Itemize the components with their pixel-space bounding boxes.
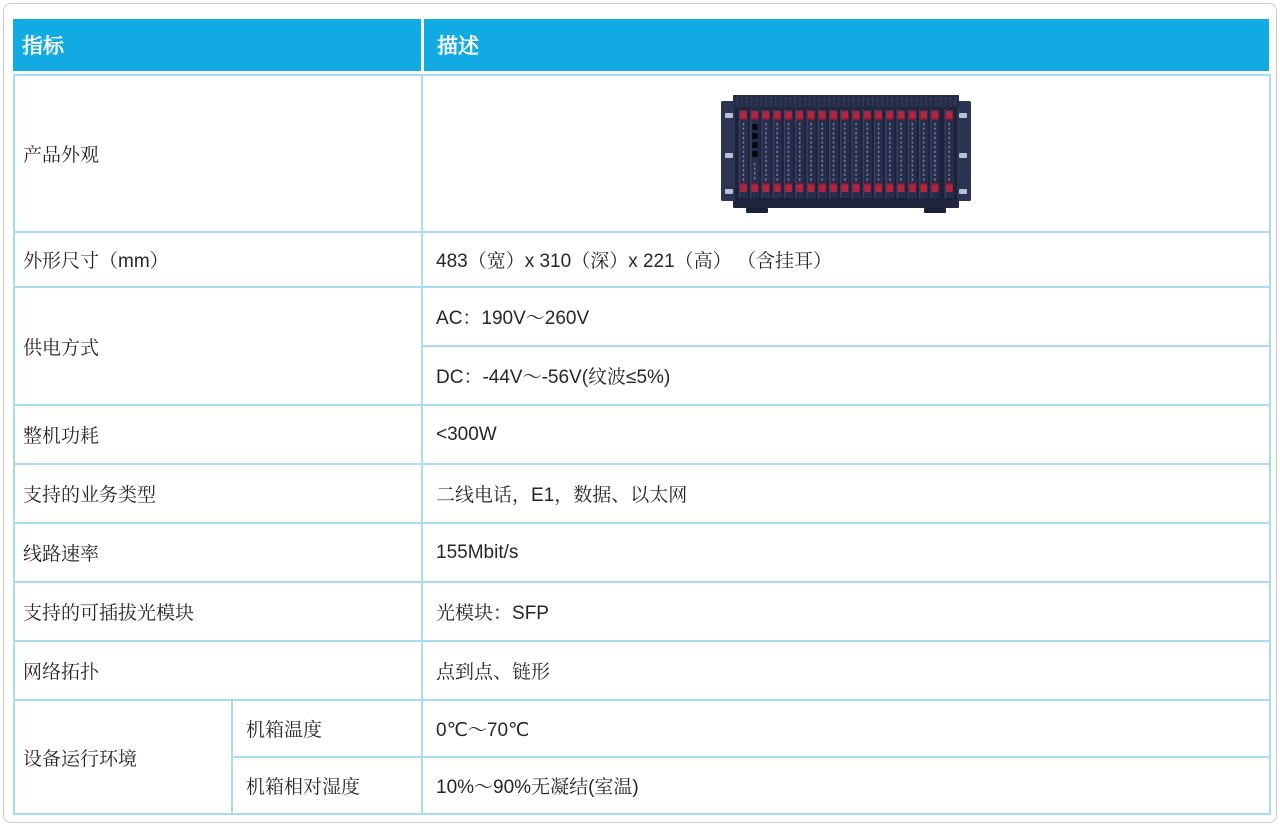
spec-row-value: 0℃～70℃ [422, 700, 1270, 757]
spec-row-value: <300W [422, 405, 1270, 464]
table-row [14, 523, 1270, 582]
table-row [14, 464, 1270, 523]
spec-table [13, 74, 1271, 815]
product-photo-container [423, 93, 1269, 215]
spec-row-label: 支持的可插拔光模块 [14, 582, 422, 641]
spec-row-label: 整机功耗 [14, 405, 422, 464]
header-cell-indicator: 指标 [13, 19, 421, 71]
spec-row-value [422, 75, 1270, 232]
spec-row-value: 点到点、链形 [422, 641, 1270, 700]
spec-row-value: 10%～90%无凝结(室温) [422, 757, 1270, 814]
rack-chassis-photo [720, 93, 972, 215]
table-row [14, 582, 1270, 641]
header-cell-description: 描述 [424, 19, 1269, 71]
spec-table-card [3, 3, 1277, 823]
spec-row-value: DC：-44V～-56V(纹波≤5%) [422, 346, 1270, 405]
table-row [14, 405, 1270, 464]
spec-row-value: 二线电话，E1，数据、以太网 [422, 464, 1270, 523]
spec-row-value: 光模块：SFP [422, 582, 1270, 641]
spec-subrow-label: 机箱温度 [232, 700, 422, 757]
spec-row-value: 155Mbit/s [422, 523, 1270, 582]
spec-row-label: 供电方式 [14, 287, 422, 405]
table-row [14, 287, 1270, 346]
spec-subrow-label: 机箱相对湿度 [232, 757, 422, 814]
table-row [14, 641, 1270, 700]
spec-row-label: 支持的业务类型 [14, 464, 422, 523]
spec-row-label: 网络拓扑 [14, 641, 422, 700]
table-row [14, 75, 1270, 232]
spec-row-label: 产品外观 [14, 75, 422, 232]
table-header-row [13, 19, 1269, 71]
spec-row-value: AC：190V～260V [422, 287, 1270, 346]
spec-row-label: 外形尺寸（mm） [14, 232, 422, 287]
spec-row-label: 线路速率 [14, 523, 422, 582]
spec-row-label: 设备运行环境 [14, 700, 232, 814]
table-row [14, 700, 1270, 757]
spec-row-value: 483（宽）x 310（深）x 221（高） （含挂耳） [422, 232, 1270, 287]
table-row [14, 232, 1270, 287]
